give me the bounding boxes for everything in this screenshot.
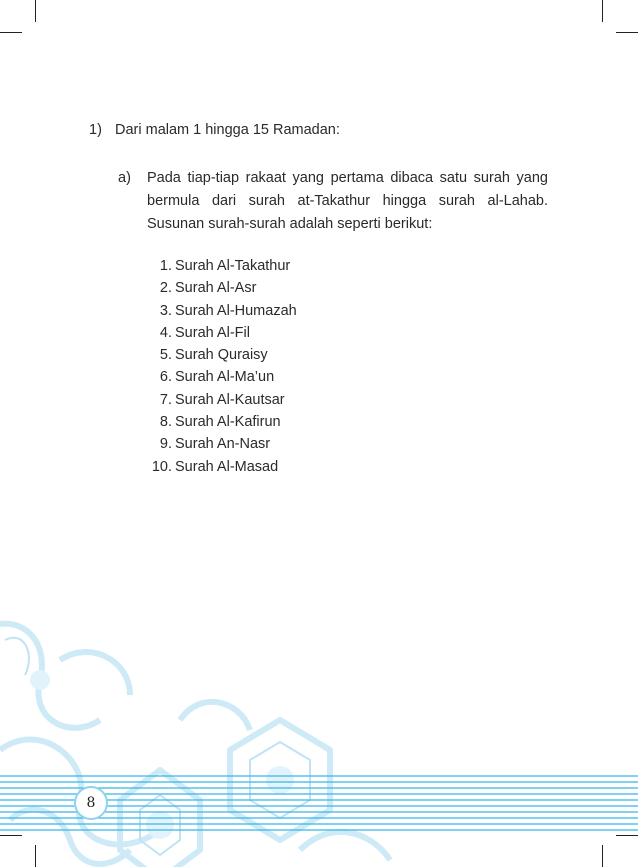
list-item-number: 4.: [159, 324, 172, 341]
list-item-name: Surah Al-Takathur: [175, 258, 291, 274]
sub-item-paragraph: Pada tiap-tiap rakaat yang pertama dibaca satu surah yang bermula dari surah at-Takathur hingga surah al-Lahab. Susunan surah-surah adalah seperti berikut:: [147, 170, 548, 232]
sub-item-letter: a): [118, 170, 131, 186]
list-item-number: 1.: [159, 258, 172, 274]
list-item-number: 9.: [159, 436, 172, 453]
list-item: [145, 389, 297, 411]
list-item-name: Surah Al-Ma’un: [175, 369, 275, 386]
list-item-name: Surah Al-Humazah: [175, 302, 297, 319]
list-item: [145, 322, 297, 344]
list-item-name: Surah An-Nasr: [175, 436, 271, 453]
list-item-name: Surah Al-Fil: [175, 324, 250, 341]
item-text: Dari malam 1 hingga 15 Ramadan:: [115, 122, 340, 138]
list-item: [145, 411, 297, 433]
list-item-name: Surah Al-Asr: [175, 280, 257, 297]
list-item: [145, 433, 297, 455]
list-item-number: 3.: [159, 302, 172, 319]
sub-item-a: [118, 167, 548, 236]
list-item: [145, 344, 297, 366]
surah-list: [145, 255, 297, 478]
list-item-name: Surah Al-Kafirun: [175, 414, 281, 431]
item-number: 1): [89, 122, 102, 138]
list-item-1: [89, 121, 340, 139]
list-item: [145, 366, 297, 388]
list-item: [145, 277, 297, 299]
list-item-number: 6.: [159, 369, 172, 386]
list-item-number: 5.: [159, 347, 172, 364]
list-item-name: Surah Quraisy: [175, 347, 268, 364]
list-item-number: 10.: [151, 458, 172, 475]
list-item-name: Surah Al-Kautsar: [175, 391, 285, 408]
list-item-number: 7.: [159, 391, 172, 408]
list-item-number: 2.: [159, 280, 172, 297]
list-item: [145, 255, 297, 277]
page-number: 8: [86, 795, 96, 811]
page-number-badge: [74, 786, 108, 820]
list-item: [145, 456, 297, 478]
list-item-number: 8.: [159, 414, 172, 431]
list-item: [145, 300, 297, 322]
list-item-name: Surah Al-Masad: [175, 458, 279, 475]
